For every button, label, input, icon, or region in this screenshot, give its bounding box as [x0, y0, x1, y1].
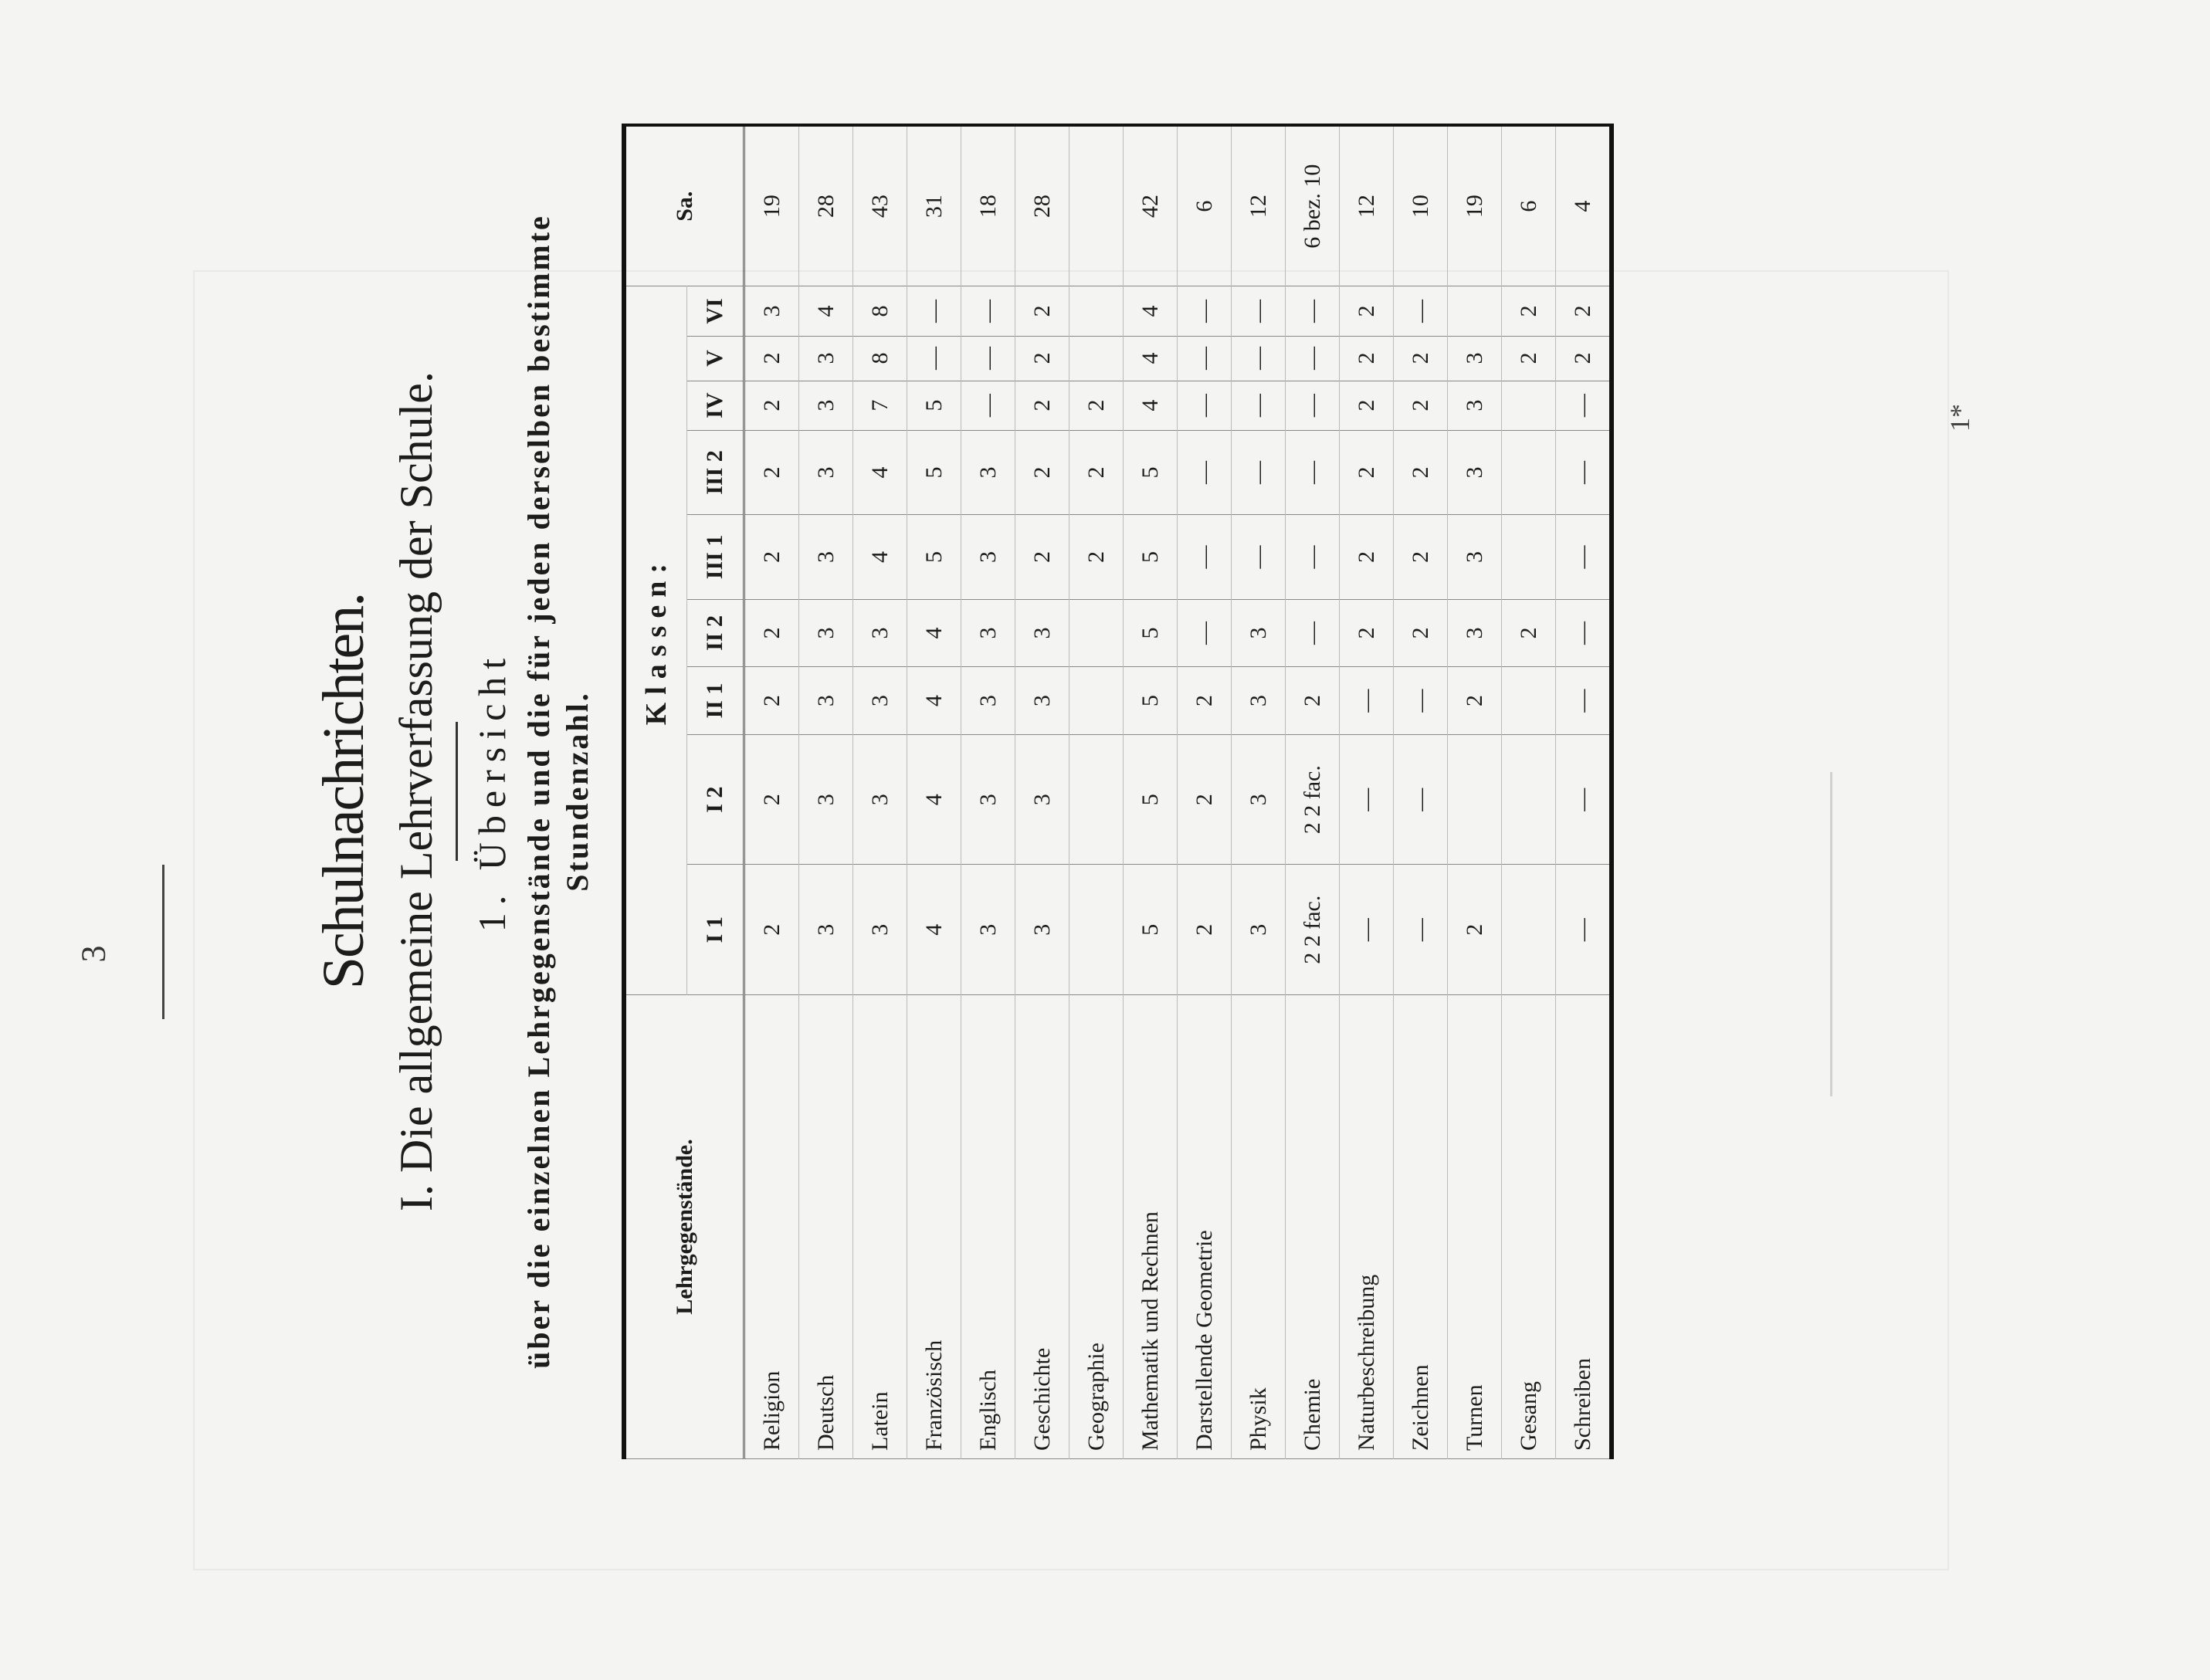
hours-cell: 3 [1232, 865, 1286, 995]
hours-cell: — [1286, 381, 1340, 430]
column-header-ii2: II 2 [687, 599, 744, 667]
table-row [1015, 125, 1069, 1459]
hours-cell: — [1286, 599, 1340, 667]
column-header-vi: VI [687, 286, 744, 336]
subject-name: Geographie [1083, 1343, 1109, 1451]
hours-cell: — [1178, 336, 1232, 381]
hours-cell: — [1286, 515, 1340, 599]
hours-cell [1069, 667, 1124, 735]
hours-cell: 2 [1340, 430, 1394, 514]
subject-cell [1069, 995, 1124, 1459]
hours-cell: 2 [1340, 381, 1394, 430]
hours-cell: 3 [1232, 599, 1286, 667]
hours-cell: 3 [1232, 734, 1286, 865]
hours-cell [1502, 865, 1556, 995]
subject-name: Französisch [920, 1340, 947, 1451]
hours-cell: 2 [1448, 667, 1502, 735]
hours-cell: — [1340, 865, 1394, 995]
column-header-i2: I 2 [687, 734, 744, 865]
subject-cell [1286, 995, 1340, 1459]
hours-cell: 3 [1448, 430, 1502, 514]
hours-cell: 43 [853, 125, 907, 286]
subject-label [1300, 995, 1326, 1451]
hours-cell [1069, 125, 1124, 286]
hours-cell: 5 [1124, 734, 1178, 865]
table-row [1502, 125, 1556, 1459]
page-number-rule [162, 865, 164, 1019]
hours-cell: 2 [744, 599, 799, 667]
hours-cell [1069, 336, 1124, 381]
table-row [1286, 125, 1340, 1459]
subject-name: Zeichnen [1407, 1364, 1433, 1451]
hours-cell: 5 [907, 430, 961, 514]
hours-cell: — [1394, 667, 1448, 735]
column-header-v: V [687, 336, 744, 381]
hours-cell [1448, 734, 1502, 865]
subject-label [921, 995, 947, 1451]
subject-cell [907, 995, 961, 1459]
hours-cell [1069, 865, 1124, 995]
hours-cell: 2 [1015, 381, 1069, 430]
hours-cell: 2 [1340, 286, 1394, 336]
table-row [1232, 125, 1286, 1459]
hours-cell: — [1340, 734, 1394, 865]
lesson-hours-table [622, 124, 1614, 1459]
subject-name: Turnen [1461, 1384, 1487, 1451]
hours-cell: 2 [1340, 336, 1394, 381]
hours-cell: 3 [961, 734, 1015, 865]
hours-cell: 28 [1015, 125, 1069, 286]
table-row [853, 125, 907, 1459]
hours-cell [1502, 515, 1556, 599]
subject-column-header: Lehrgegenstände. [624, 995, 744, 1459]
hours-cell [1069, 286, 1124, 336]
hours-cell: 6 bez. 10 [1286, 125, 1340, 286]
subject-label [1462, 995, 1488, 1451]
subject-name: Physik [1245, 1387, 1271, 1451]
hours-cell: — [1556, 381, 1612, 430]
hours-cell [1502, 381, 1556, 430]
hours-cell: 5 [1124, 667, 1178, 735]
hours-cell: 6 [1502, 125, 1556, 286]
hours-cell: 2 [744, 734, 799, 865]
hours-cell: 3 [961, 667, 1015, 735]
hours-cell: 3 [961, 430, 1015, 514]
signature-mark: 1* [1944, 404, 1975, 432]
hours-cell: — [1232, 430, 1286, 514]
hours-cell: 2 2 fac. [1286, 734, 1340, 865]
hours-cell: 2 [1015, 336, 1069, 381]
hours-cell: 2 [1069, 430, 1124, 514]
column-header-sa: Sa. [624, 125, 744, 286]
hours-cell: — [1232, 381, 1286, 430]
hours-cell [1069, 599, 1124, 667]
hours-cell: 3 [799, 667, 853, 735]
subject-label [1570, 995, 1596, 1451]
subject-name: Naturbeschreibung [1353, 1274, 1379, 1451]
hours-cell: 2 [1502, 336, 1556, 381]
hours-cell: — [1178, 430, 1232, 514]
subject-cell [1556, 995, 1612, 1459]
bleed-through-rule [1830, 772, 1832, 1096]
subject-label [1408, 995, 1434, 1451]
page-number: 3 [74, 945, 113, 963]
hours-cell: 3 [1015, 599, 1069, 667]
hours-cell: 3 [799, 734, 853, 865]
hours-cell: 18 [961, 125, 1015, 286]
table-row [799, 125, 853, 1459]
subject-label [759, 995, 785, 1451]
hours-cell: 3 [1448, 381, 1502, 430]
subject-cell [1448, 995, 1502, 1459]
hours-cell: 2 [1178, 865, 1232, 995]
hours-cell: — [961, 336, 1015, 381]
hours-cell: — [1556, 865, 1612, 995]
table-row [1178, 125, 1232, 1459]
hours-cell: 4 [907, 865, 961, 995]
hours-cell: 2 [1069, 381, 1124, 430]
hours-cell: — [1394, 734, 1448, 865]
hours-cell: 4 [1556, 125, 1612, 286]
hours-cell: 3 [1015, 734, 1069, 865]
column-header-i1: I 1 [687, 865, 744, 995]
hours-cell: 3 [799, 515, 853, 599]
hours-cell [1502, 734, 1556, 865]
hours-cell: 3 [853, 667, 907, 735]
hours-cell: 3 [799, 430, 853, 514]
hours-cell: — [1178, 286, 1232, 336]
hours-cell: — [907, 286, 961, 336]
hours-cell: 5 [907, 381, 961, 430]
hours-cell: 3 [744, 286, 799, 336]
hours-cell: 2 [1394, 336, 1448, 381]
classes-header: Klassen: [624, 286, 687, 995]
hours-cell: 2 [1394, 515, 1448, 599]
subject-label [867, 995, 893, 1451]
hours-cell: 4 [1124, 336, 1178, 381]
hours-cell: 5 [1124, 430, 1178, 514]
rotated-page-content [309, 124, 1776, 1459]
subject-name: Deutsch [812, 1374, 839, 1451]
hours-cell: 4 [1124, 381, 1178, 430]
hours-cell: 6 [1178, 125, 1232, 286]
hours-cell [1448, 286, 1502, 336]
hours-cell: 3 [1448, 336, 1502, 381]
hours-cell [1069, 734, 1124, 865]
table-row [1124, 125, 1178, 1459]
hours-cell: 7 [853, 381, 907, 430]
hours-cell: 3 [1232, 667, 1286, 735]
subject-cell [1124, 995, 1178, 1459]
hours-cell: — [1286, 430, 1340, 514]
hours-cell: 2 2 fac. [1286, 865, 1340, 995]
subject-cell [799, 995, 853, 1459]
hours-cell: 2 [1015, 515, 1069, 599]
hours-cell: 2 [1394, 430, 1448, 514]
hours-cell: 19 [1448, 125, 1502, 286]
subject-name: Religion [758, 1370, 785, 1451]
subject-label [1083, 995, 1110, 1451]
hours-cell: — [1286, 336, 1340, 381]
hours-cell: 5 [1124, 865, 1178, 995]
hours-cell: 2 [1394, 381, 1448, 430]
hours-cell: 2 [1015, 286, 1069, 336]
hours-cell: 5 [1124, 515, 1178, 599]
subject-name: Englisch [975, 1370, 1001, 1451]
hours-cell: 4 [853, 430, 907, 514]
hours-cell: — [1556, 430, 1612, 514]
table-row [961, 125, 1015, 1459]
hours-cell: 3 [853, 865, 907, 995]
subject-cell [961, 995, 1015, 1459]
hours-cell: 2 [1556, 336, 1612, 381]
table-row [1556, 125, 1612, 1459]
section-description: über die einzelnen Lehrgegenstände und die für jeden derselben bestimmte Stundenzahl. [521, 214, 595, 1369]
hours-cell: 3 [961, 599, 1015, 667]
table-row [1448, 125, 1502, 1459]
subject-cell [1178, 995, 1232, 1459]
hours-cell: — [961, 381, 1015, 430]
heading-block [309, 124, 597, 1459]
hours-cell: 3 [961, 515, 1015, 599]
hours-cell: 5 [1124, 599, 1178, 667]
subject-cell [1502, 995, 1556, 1459]
subject-label [1029, 995, 1056, 1451]
hours-cell: — [1232, 515, 1286, 599]
hours-cell: — [1178, 515, 1232, 599]
hours-cell: — [1394, 286, 1448, 336]
subject-name: Geschichte [1029, 1347, 1055, 1451]
table-body [744, 125, 1612, 1459]
hours-cell [1502, 667, 1556, 735]
hours-cell [1502, 430, 1556, 514]
hours-cell: 19 [744, 125, 799, 286]
subject-label [1246, 995, 1272, 1451]
hours-cell: 2 [744, 381, 799, 430]
hours-cell: 2 [1502, 599, 1556, 667]
subject-name: Mathematik und Rechnen [1137, 1211, 1163, 1451]
heading-rule [456, 722, 458, 861]
table-row [744, 125, 799, 1459]
hours-cell: 3 [799, 336, 853, 381]
subject-label [975, 995, 1002, 1451]
hours-cell: — [1556, 667, 1612, 735]
column-header-iv: IV [687, 381, 744, 430]
hours-cell: — [961, 286, 1015, 336]
table-row [1069, 125, 1124, 1459]
hours-cell: — [1556, 515, 1612, 599]
hours-cell: 4 [799, 286, 853, 336]
hours-cell: 3 [853, 599, 907, 667]
hours-cell: 3 [799, 381, 853, 430]
hours-cell: 2 [744, 865, 799, 995]
subject-label [1137, 995, 1164, 1451]
table-row [1340, 125, 1394, 1459]
hours-cell: 2 [1069, 515, 1124, 599]
subject-cell [1340, 995, 1394, 1459]
hours-cell: — [1232, 336, 1286, 381]
hours-cell: 3 [961, 865, 1015, 995]
hours-cell: 2 [1286, 667, 1340, 735]
hours-cell: 3 [1015, 667, 1069, 735]
hours-cell: 28 [799, 125, 853, 286]
hours-cell: 42 [1124, 125, 1178, 286]
subject-name: Darstellende Geometrie [1191, 1230, 1217, 1451]
hours-cell: — [1178, 599, 1232, 667]
hours-cell: 4 [853, 515, 907, 599]
hours-cell: — [1340, 667, 1394, 735]
section-heading: 1. Übersicht [470, 650, 514, 933]
subject-name: Chemie [1299, 1378, 1325, 1451]
column-header-iii2: III 2 [687, 430, 744, 514]
hours-cell: — [907, 336, 961, 381]
hours-cell: 5 [907, 515, 961, 599]
hours-cell: 3 [1448, 515, 1502, 599]
subject-label [813, 995, 839, 1451]
subject-cell [1394, 995, 1448, 1459]
table-row [907, 125, 961, 1459]
hours-cell: — [1394, 865, 1448, 995]
hours-cell: 31 [907, 125, 961, 286]
hours-cell: 2 [1178, 667, 1232, 735]
hours-cell: 10 [1394, 125, 1448, 286]
hours-cell: 4 [1124, 286, 1178, 336]
hours-cell: 2 [1556, 286, 1612, 336]
hours-cell: 3 [1448, 599, 1502, 667]
part-heading: I. Die allgemeine Lehrverfassung der Schule. [391, 371, 442, 1211]
hours-cell: 4 [907, 599, 961, 667]
hours-cell: 2 [1340, 599, 1394, 667]
subject-name: Gesang [1515, 1381, 1541, 1451]
subject-name: Latein [866, 1391, 893, 1451]
column-header-iii1: III 1 [687, 515, 744, 599]
hours-cell: 12 [1340, 125, 1394, 286]
hours-cell: — [1178, 381, 1232, 430]
subject-name: Schreiben [1569, 1358, 1595, 1451]
hours-cell: 3 [799, 865, 853, 995]
column-header-ii1: II 1 [687, 667, 744, 735]
hours-cell: 2 [1502, 286, 1556, 336]
hours-cell: 2 [1015, 430, 1069, 514]
table-row [1394, 125, 1448, 1459]
hours-cell: — [1232, 286, 1286, 336]
hours-cell: — [1556, 599, 1612, 667]
table-header-row [624, 125, 687, 1459]
subject-cell [1015, 995, 1069, 1459]
hours-cell: 2 [744, 336, 799, 381]
hours-cell: 3 [853, 734, 907, 865]
hours-cell: — [1556, 734, 1612, 865]
page-title: Schulnachrichten. [311, 593, 376, 990]
hours-cell: 4 [907, 667, 961, 735]
hours-cell: 2 [1178, 734, 1232, 865]
hours-cell: 8 [853, 286, 907, 336]
hours-cell: 2 [744, 667, 799, 735]
subject-cell [744, 995, 799, 1459]
subject-label [1191, 995, 1218, 1451]
hours-cell: 2 [744, 430, 799, 514]
hours-cell: — [1286, 286, 1340, 336]
hours-cell: 3 [799, 599, 853, 667]
hours-cell: 2 [1340, 515, 1394, 599]
hours-cell: 2 [744, 515, 799, 599]
hours-cell: 2 [1394, 599, 1448, 667]
hours-cell: 8 [853, 336, 907, 381]
subject-label [1354, 995, 1380, 1451]
hours-cell: 2 [1448, 865, 1502, 995]
hours-cell: 12 [1232, 125, 1286, 286]
subject-cell [853, 995, 907, 1459]
subject-label [1516, 995, 1542, 1451]
hours-cell: 3 [1015, 865, 1069, 995]
subject-cell [1232, 995, 1286, 1459]
hours-cell: 4 [907, 734, 961, 865]
